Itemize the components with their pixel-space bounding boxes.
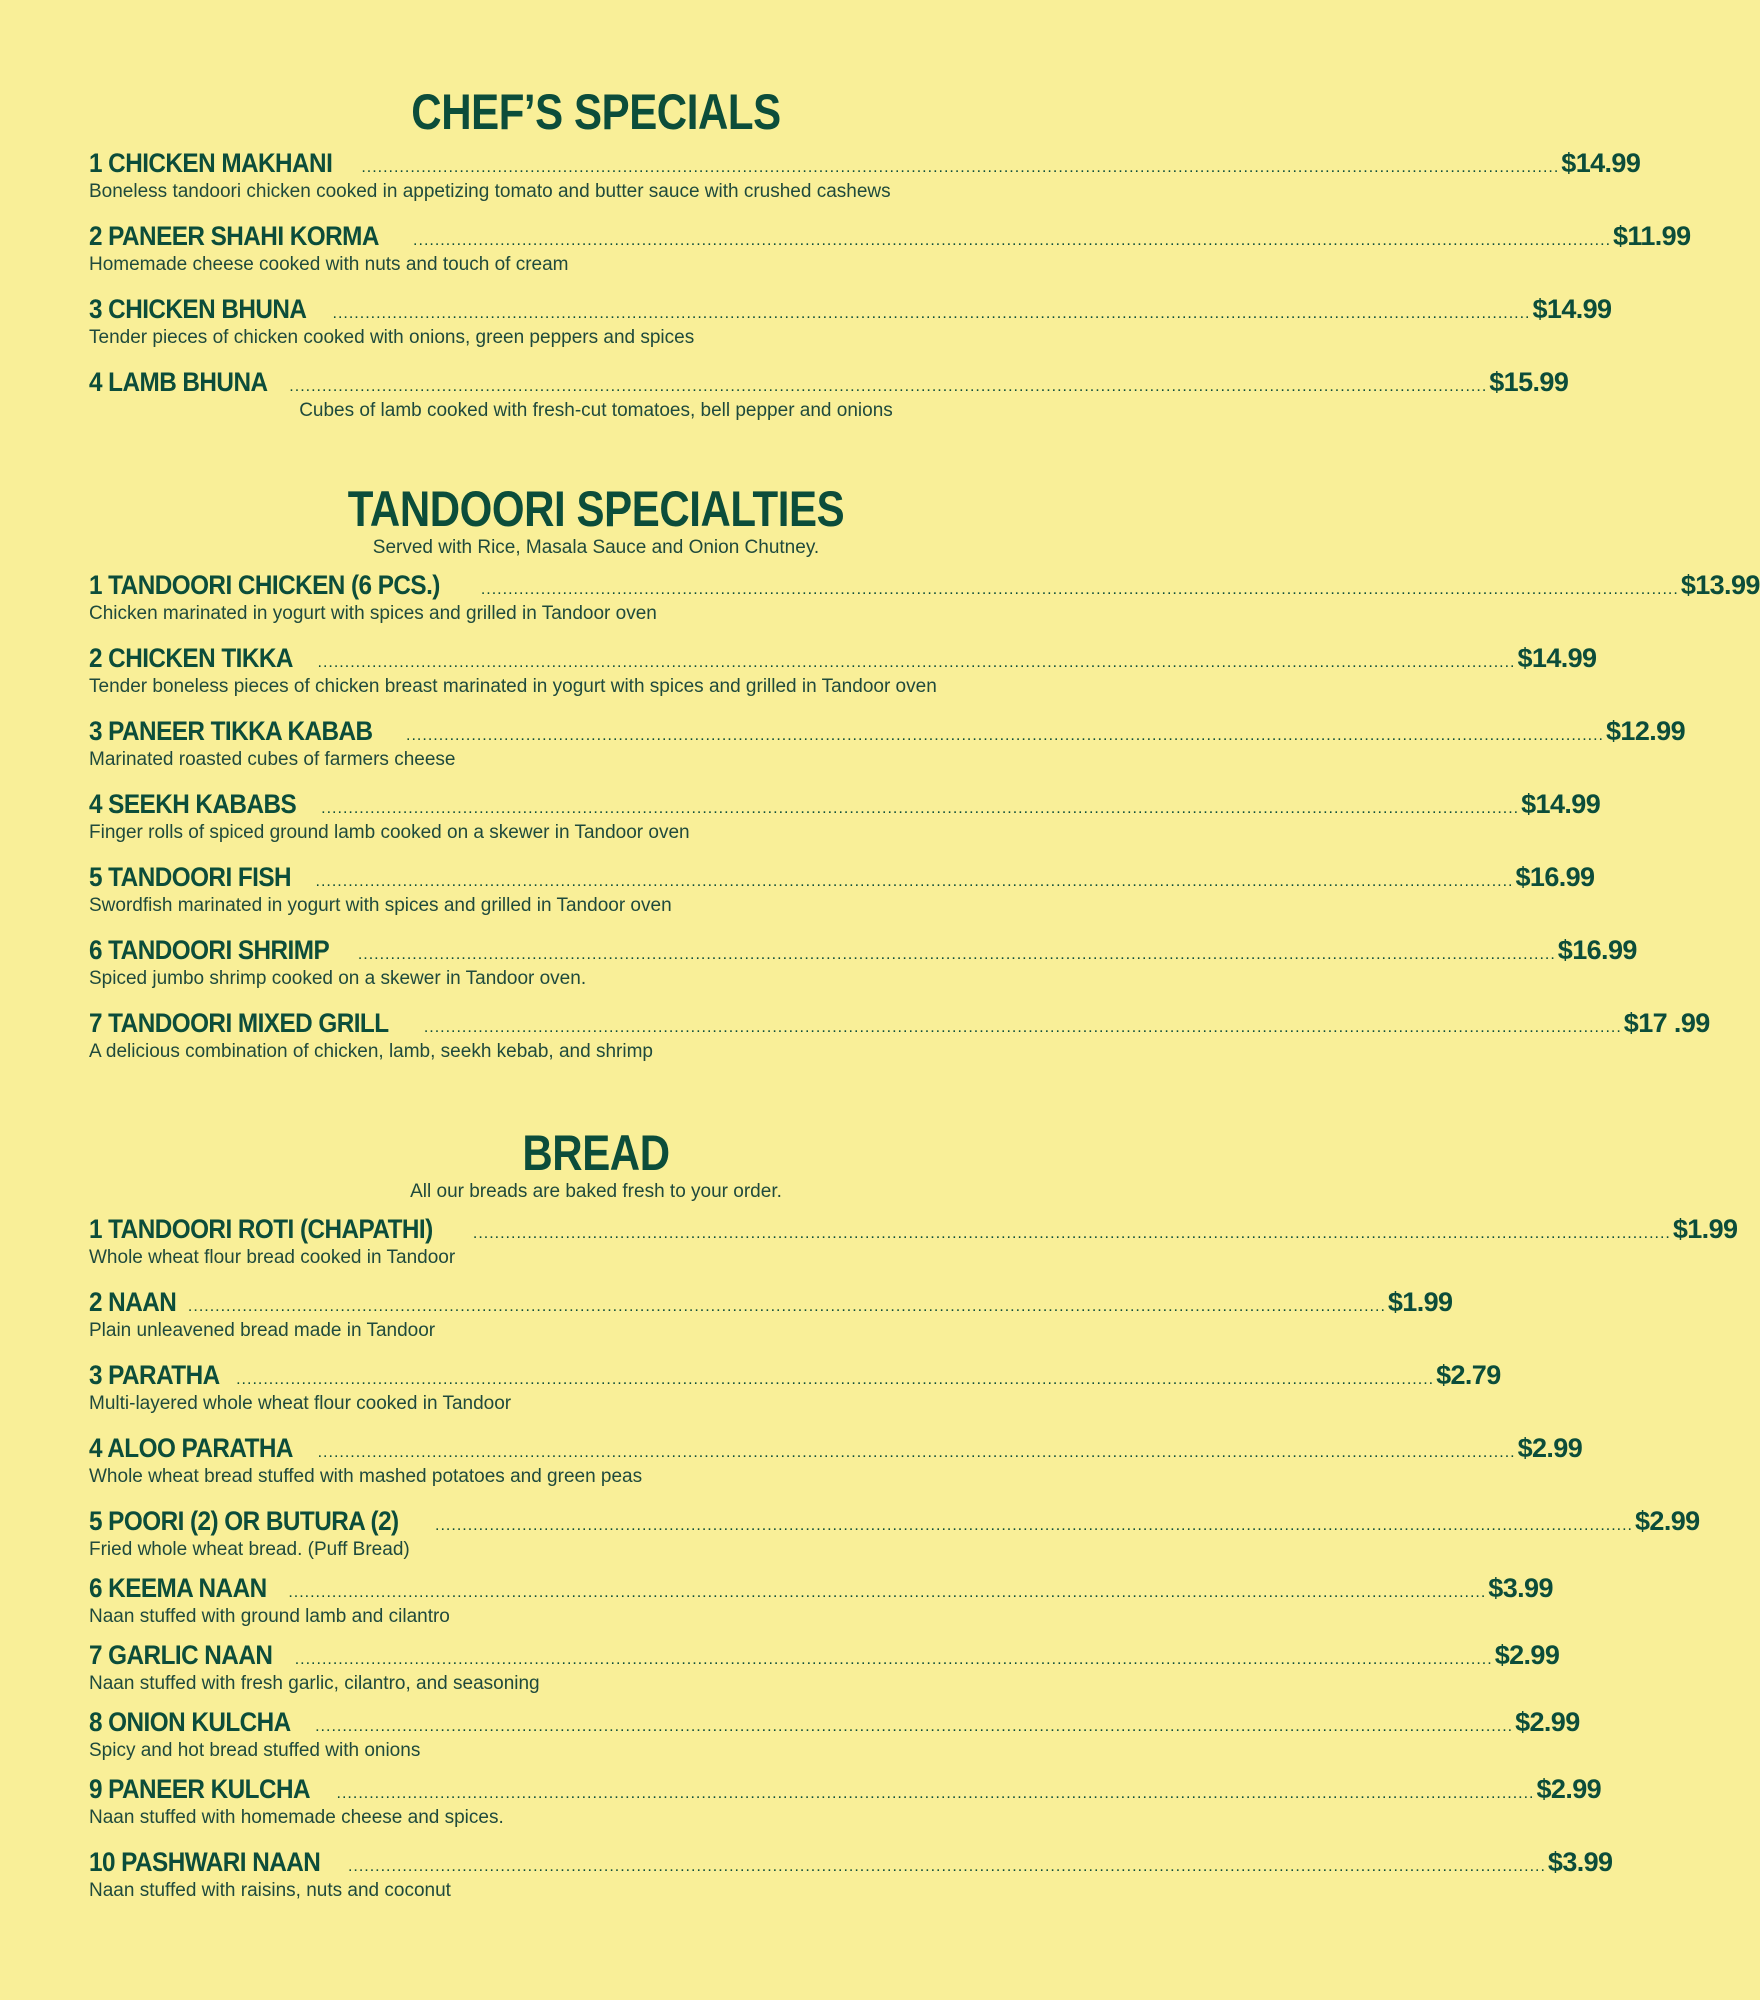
item-price: $3.99 xyxy=(1488,1573,1553,1603)
item-description: Finger rolls of spiced ground lamb cooked on a skewer in Tandoor oven xyxy=(89,822,690,843)
dot-leader: ............................................................................................................................................................................................................................ xyxy=(321,800,1520,817)
menu-item xyxy=(89,1431,1583,1489)
menu-item xyxy=(89,1845,1613,1903)
item-name: 2 CHICKEN TIKKA xyxy=(89,643,293,673)
menu-item xyxy=(89,568,1760,626)
dot-leader: ............................................................................................................................................................................................................................ xyxy=(332,305,1531,322)
section-subtitle: All our breads are baked fresh to your order. xyxy=(410,1181,782,1202)
dot-leader: ............................................................................................................................................................................................................................ xyxy=(347,1858,1546,1875)
item-description: Homemade cheese cooked with nuts and touch of cream xyxy=(89,254,569,275)
menu-item xyxy=(89,365,1569,423)
menu-item xyxy=(89,1705,1580,1763)
section-title: CHEF’S SPECIALS xyxy=(411,84,781,140)
item-description: Spiced jumbo shrimp cooked on a skewer in Tandoor oven. xyxy=(89,968,587,989)
item-price: $3.99 xyxy=(1547,1847,1613,1877)
item-price: $2.99 xyxy=(1635,1506,1700,1536)
item-name: 1 TANDOORI ROTI (CHAPATHI) xyxy=(89,1214,433,1244)
section-title: BREAD xyxy=(522,1125,670,1181)
item-description: Naan stuffed with homemade cheese and spices. xyxy=(89,1807,504,1828)
item-description: Spicy and hot bread stuffed with onions xyxy=(89,1740,421,1761)
item-description: Swordfish marinated in yogurt with spices and grilled in Tandoor oven xyxy=(89,895,672,916)
item-description: A delicious combination of chicken, lamb, seekh kebab, and shrimp xyxy=(89,1041,653,1062)
item-description: Tender boneless pieces of chicken breast marinated in yogurt with spices and grilled in Tandoor oven xyxy=(89,676,937,697)
section-subtitle: Served with Rice, Masala Sauce and Onion Chutney. xyxy=(372,537,820,558)
item-description: Tender pieces of chicken cooked with onions, green peppers and spices xyxy=(89,327,695,348)
item-name: 5 TANDOORI FISH xyxy=(89,862,292,892)
dot-leader: ............................................................................................................................................................................................................................ xyxy=(480,581,1679,598)
item-name: 10 PASHWARI NAAN xyxy=(89,1847,321,1877)
item-price: $2.79 xyxy=(1436,1360,1501,1390)
dot-leader: ............................................................................................................................................................................................................................ xyxy=(413,232,1612,249)
item-price: $2.99 xyxy=(1515,1707,1580,1737)
item-name: 1 TANDOORI CHICKEN (6 PCS.) xyxy=(89,570,440,600)
menu-item xyxy=(89,860,1595,918)
dot-leader: ............................................................................................................................................................................................................................ xyxy=(423,1019,1622,1036)
dot-leader: ............................................................................................................................................................................................................................ xyxy=(336,1785,1535,1802)
dot-leader: ............................................................................................................................................................................................................................ xyxy=(315,1718,1514,1735)
item-name: 5 POORI (2) OR BUTURA (2) xyxy=(89,1506,399,1536)
menu-item xyxy=(89,1212,1738,1270)
menu-item xyxy=(89,787,1601,845)
dot-leader: ............................................................................................................................................................................................................................ xyxy=(435,1517,1633,1534)
menu-item xyxy=(89,1638,1560,1696)
item-name: 3 PARATHA xyxy=(89,1360,220,1390)
item-price: $15.99 xyxy=(1489,367,1569,397)
dot-leader: ............................................................................................................................................................................................................................ xyxy=(288,1584,1487,1601)
item-description: Plain unleavened bread made in Tandoor xyxy=(89,1320,436,1341)
item-name: 6 TANDOORI SHRIMP xyxy=(89,935,330,965)
item-price: $16.99 xyxy=(1557,935,1637,965)
item-name: 8 ONION KULCHA xyxy=(89,1707,291,1737)
section-tandoori-specialties xyxy=(89,481,1760,1064)
item-name: 3 PANEER TIKKA KABAB xyxy=(89,716,373,746)
dot-leader: ............................................................................................................................................................................................................................ xyxy=(317,654,1516,671)
item-price: $1.99 xyxy=(1387,1287,1453,1317)
item-name: 4 ALOO PARATHA xyxy=(89,1433,293,1463)
dot-leader: ............................................................................................................................................................................................................................ xyxy=(317,1444,1516,1461)
item-price: $14.99 xyxy=(1532,294,1612,324)
dot-leader: ............................................................................................................................................................................................................................ xyxy=(361,159,1560,176)
item-description: Chicken marinated in yogurt with spices and grilled in Tandoor oven xyxy=(89,603,657,624)
item-description: Boneless tandoori chicken cooked in appetizing tomato and butter sauce with crushed cashews xyxy=(89,181,891,202)
dot-leader: ............................................................................................................................................................................................................................ xyxy=(472,1225,1671,1242)
item-name: 1 CHICKEN MAKHANI xyxy=(89,148,333,178)
dot-leader: ............................................................................................................................................................................................................................ xyxy=(294,1651,1493,1668)
item-price: $2.99 xyxy=(1517,1433,1583,1463)
item-price: $11.99 xyxy=(1613,221,1691,251)
section-bread xyxy=(89,1125,1738,1903)
menu-item xyxy=(89,1285,1453,1343)
item-description: Cubes of lamb cooked with fresh-cut tomatoes, bell pepper and onions xyxy=(299,400,893,421)
menu-item xyxy=(89,1772,1602,1830)
menu-item xyxy=(89,1571,1553,1629)
item-name: 4 LAMB BHUNA xyxy=(89,367,268,397)
section-title: TANDOORI SPECIALTIES xyxy=(347,481,845,537)
item-description: Fried whole wheat bread. (Puff Bread) xyxy=(89,1539,410,1560)
menu-item xyxy=(89,1006,1710,1064)
dot-leader: ............................................................................................................................................................................................................................ xyxy=(315,873,1514,890)
item-name: 9 PANEER KULCHA xyxy=(89,1774,310,1804)
item-description: Naan stuffed with fresh garlic, cilantro, and seasoning xyxy=(89,1673,540,1694)
item-name: 2 PANEER SHAHI KORMA xyxy=(89,221,379,251)
section-chefs-specials xyxy=(89,84,1691,423)
menu-item xyxy=(89,219,1691,277)
dot-leader: ............................................................................................................................................................................................................................ xyxy=(187,1298,1386,1315)
menu-item xyxy=(89,1358,1501,1416)
item-price: $14.99 xyxy=(1521,789,1601,819)
dot-leader: ............................................................................................................................................................................................................................ xyxy=(357,946,1556,963)
item-price: $17 .99 xyxy=(1623,1008,1710,1038)
item-price: $13.99 xyxy=(1680,570,1760,600)
menu-item xyxy=(89,641,1597,699)
dot-leader: ............................................................................................................................................................................................................................ xyxy=(236,1371,1435,1388)
item-price: $1.99 xyxy=(1672,1214,1738,1244)
item-description: Whole wheat bread stuffed with mashed potatoes and green peas xyxy=(89,1466,643,1487)
item-description: Marinated roasted cubes of farmers cheese xyxy=(89,749,456,770)
menu-item xyxy=(89,714,1685,772)
item-name: 7 GARLIC NAAN xyxy=(89,1640,273,1670)
item-price: $12.99 xyxy=(1606,716,1685,746)
item-description: Naan stuffed with ground lamb and cilantro xyxy=(89,1606,450,1627)
menu-item xyxy=(89,292,1612,350)
item-name: 4 SEEKH KABABS xyxy=(89,789,297,819)
menu-item xyxy=(89,933,1637,991)
item-price: $2.99 xyxy=(1536,1774,1602,1804)
item-name: 6 KEEMA NAAN xyxy=(89,1573,267,1603)
item-price: $16.99 xyxy=(1515,862,1595,892)
item-name: 7 TANDOORI MIXED GRILL xyxy=(89,1008,389,1038)
item-description: Multi-layered whole wheat flour cooked in Tandoor xyxy=(89,1393,512,1414)
dot-leader: ............................................................................................................................................................................................................................ xyxy=(406,727,1604,744)
item-description: Whole wheat flour bread cooked in Tandoor xyxy=(89,1247,456,1268)
item-name: 2 NAAN xyxy=(89,1287,177,1317)
item-name: 3 CHICKEN BHUNA xyxy=(89,294,307,324)
item-price: $14.99 xyxy=(1517,643,1597,673)
menu-item xyxy=(89,1504,1700,1562)
item-price: $2.99 xyxy=(1494,1640,1560,1670)
dot-leader: ............................................................................................................................................................................................................................ xyxy=(289,378,1488,395)
item-description: Naan stuffed with raisins, nuts and coconut xyxy=(89,1880,451,1901)
menu-item xyxy=(89,146,1641,204)
item-price: $14.99 xyxy=(1561,148,1641,178)
